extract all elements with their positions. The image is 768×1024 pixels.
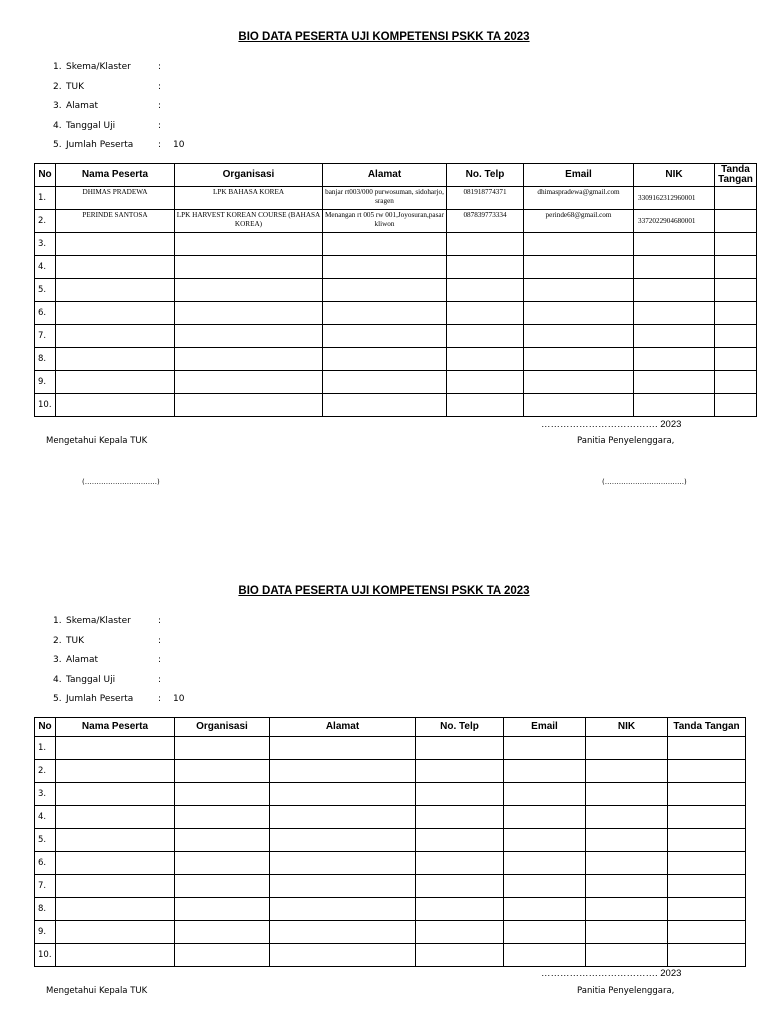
cell-email xyxy=(504,829,586,852)
cell-nik xyxy=(586,875,668,898)
header-no: No xyxy=(35,718,56,737)
header-tanda-tangan: Tanda Tangan xyxy=(715,164,757,187)
table-row xyxy=(35,783,746,806)
info-label: Skema/Klaster xyxy=(66,616,131,626)
participants-table xyxy=(34,717,746,967)
info-number: 4. xyxy=(53,674,62,685)
header-email: Email xyxy=(524,164,634,187)
info-colon: : xyxy=(158,655,162,665)
info-colon: : xyxy=(158,694,162,704)
cell-alamat xyxy=(270,806,416,829)
info-number: 5. xyxy=(53,694,62,704)
cell-no: 8. xyxy=(35,898,56,921)
cell-no-telp xyxy=(416,737,504,760)
table-header-row xyxy=(35,718,746,737)
signer-panitia: Panitia Penyelenggara, xyxy=(577,986,675,996)
cell-nama-peserta xyxy=(56,898,175,921)
cell-alamat: banjar rt003/000 purwosuman, sidoharjo, sragen xyxy=(323,187,447,210)
cell-nik xyxy=(586,829,668,852)
info-label: Jumlah Peserta xyxy=(66,140,134,150)
cell-nama-peserta xyxy=(56,875,175,898)
cell-no: 6. xyxy=(35,302,56,325)
table-row xyxy=(35,898,746,921)
signature-blank-left: (………………………….) xyxy=(82,478,160,486)
info-number: 4. xyxy=(53,120,62,131)
table-row xyxy=(35,737,746,760)
cell-no: 10. xyxy=(35,394,56,417)
info-label: Tanggal Uji xyxy=(66,120,116,131)
cell-nama-peserta xyxy=(56,944,175,967)
header-tanda-tangan: Tanda Tangan xyxy=(668,718,746,737)
cell-tanda-tangan xyxy=(668,829,746,852)
cell-no-telp xyxy=(416,760,504,783)
cell-tanda-tangan xyxy=(668,944,746,967)
cell-no-telp xyxy=(416,944,504,967)
cell-email xyxy=(504,806,586,829)
cell-alamat xyxy=(270,944,416,967)
cell-nama-peserta xyxy=(56,921,175,944)
info-label: TUK xyxy=(66,635,84,646)
cell-tanda-tangan xyxy=(668,783,746,806)
cell-tanda-tangan xyxy=(668,898,746,921)
cell-no: 5. xyxy=(35,279,56,302)
cell-nama-peserta xyxy=(56,737,175,760)
cell-nama-peserta xyxy=(56,806,175,829)
cell-nik xyxy=(586,783,668,806)
cell-tanda-tangan xyxy=(668,875,746,898)
cell-tanda-tangan xyxy=(668,921,746,944)
info-number: 2. xyxy=(53,81,62,92)
header-nama-peserta: Nama Peserta xyxy=(56,164,175,187)
cell-no: 5. xyxy=(35,829,56,852)
header-organisasi: Organisasi xyxy=(175,164,323,187)
header-alamat: Alamat xyxy=(323,164,447,187)
header-no-telp: No. Telp xyxy=(447,164,524,187)
signer-kepala-tuk: Mengetahui Kepala TUK xyxy=(46,436,148,446)
cell-nama-peserta xyxy=(56,783,175,806)
cell-email xyxy=(504,898,586,921)
header-no-telp: No. Telp xyxy=(416,718,504,737)
cell-no-telp xyxy=(416,806,504,829)
cell-no: 7. xyxy=(35,325,56,348)
cell-no: 6. xyxy=(35,852,56,875)
info-colon: : xyxy=(158,140,162,150)
cell-nik xyxy=(586,898,668,921)
cell-alamat xyxy=(270,829,416,852)
cell-no-telp xyxy=(416,852,504,875)
info-number: 1. xyxy=(53,62,62,72)
cell-nama-peserta: PERINDE SANTOSA xyxy=(56,210,175,233)
info-label: Skema/Klaster xyxy=(66,62,131,72)
info-label: TUK xyxy=(66,81,84,92)
form-title: BIO DATA PESERTA UJI KOMPETENSI PSKK TA 2023 xyxy=(238,31,530,43)
cell-alamat xyxy=(270,737,416,760)
info-number: 5. xyxy=(53,140,62,150)
cell-organisasi xyxy=(175,760,270,783)
cell-email xyxy=(504,737,586,760)
cell-tanda-tangan xyxy=(668,737,746,760)
header-no: No xyxy=(35,164,56,187)
signer-kepala-tuk: Mengetahui Kepala TUK xyxy=(46,986,148,996)
cell-organisasi xyxy=(175,806,270,829)
cell-nik xyxy=(586,944,668,967)
cell-organisasi: LPK HARVEST KOREAN COURSE (BAHASA KOREA) xyxy=(175,210,323,233)
cell-nama-peserta xyxy=(56,829,175,852)
cell-no: 9. xyxy=(35,921,56,944)
cell-tanda-tangan xyxy=(668,806,746,829)
header-email: Email xyxy=(504,718,586,737)
cell-no: 3. xyxy=(35,783,56,806)
cell-email xyxy=(504,760,586,783)
cell-no-telp xyxy=(416,829,504,852)
cell-no-telp xyxy=(416,783,504,806)
cell-no: 10. xyxy=(35,944,56,967)
cell-tanda-tangan xyxy=(668,760,746,783)
cell-nik: 3309162312960001 xyxy=(634,187,715,210)
cell-email: dhimaspradewa@gmail.com xyxy=(524,187,634,210)
header-alamat: Alamat xyxy=(270,718,416,737)
cell-no-telp: 087839773334 xyxy=(447,210,524,233)
cell-no-telp xyxy=(416,921,504,944)
cell-no: 8. xyxy=(35,348,56,371)
cell-email xyxy=(504,783,586,806)
cell-organisasi xyxy=(175,921,270,944)
info-colon: : xyxy=(158,674,162,685)
info-label: Jumlah Peserta xyxy=(66,694,134,704)
cell-alamat xyxy=(270,875,416,898)
cell-organisasi xyxy=(175,783,270,806)
cell-nik xyxy=(586,760,668,783)
table-row xyxy=(35,921,746,944)
info-colon: : xyxy=(158,616,162,626)
cell-nama-peserta xyxy=(56,852,175,875)
cell-no: 2. xyxy=(35,210,56,233)
info-label: Alamat xyxy=(66,101,98,111)
cell-organisasi xyxy=(175,852,270,875)
cell-nik xyxy=(586,852,668,875)
info-colon: : xyxy=(158,62,162,72)
header-nik: NIK xyxy=(634,164,715,187)
form-title: BIO DATA PESERTA UJI KOMPETENSI PSKK TA 2023 xyxy=(238,585,530,597)
cell-organisasi xyxy=(175,898,270,921)
table-row xyxy=(35,760,746,783)
signature-date-line: ………………………………. 2023 xyxy=(541,968,682,979)
signature-date-line: ………………………………. 2023 xyxy=(541,419,682,430)
cell-no-telp xyxy=(416,898,504,921)
table-row xyxy=(35,875,746,898)
table-row xyxy=(35,852,746,875)
table-row xyxy=(35,944,746,967)
cell-email: perinde68@gmail.com xyxy=(524,210,634,233)
cell-no-telp xyxy=(416,875,504,898)
cell-no: 4. xyxy=(35,806,56,829)
cell-email xyxy=(504,921,586,944)
cell-alamat xyxy=(270,898,416,921)
info-colon: : xyxy=(158,81,162,92)
cell-alamat xyxy=(270,852,416,875)
cell-no: 1. xyxy=(35,737,56,760)
table-row xyxy=(35,806,746,829)
header-nik: NIK xyxy=(586,718,668,737)
cell-no-telp: 081918774371 xyxy=(447,187,524,210)
cell-nik xyxy=(586,921,668,944)
cell-tanda-tangan xyxy=(668,852,746,875)
info-number: 3. xyxy=(53,655,62,665)
header-organisasi: Organisasi xyxy=(175,718,270,737)
signer-panitia: Panitia Penyelenggara, xyxy=(577,436,675,446)
cell-organisasi xyxy=(175,829,270,852)
cell-organisasi xyxy=(175,737,270,760)
cell-alamat xyxy=(270,783,416,806)
cell-no: 9. xyxy=(35,371,56,394)
cell-no: 2. xyxy=(35,760,56,783)
cell-nama-peserta xyxy=(56,760,175,783)
cell-organisasi: LPK BAHASA KOREA xyxy=(175,187,323,210)
info-label: Tanggal Uji xyxy=(66,674,116,685)
cell-alamat xyxy=(270,760,416,783)
cell-nik xyxy=(586,806,668,829)
info-number: 3. xyxy=(53,101,62,111)
info-value: 10 xyxy=(173,140,185,150)
signature-blank-right: (…………………………….) xyxy=(602,478,687,486)
table-row xyxy=(35,829,746,852)
info-colon: : xyxy=(158,120,162,131)
cell-email xyxy=(504,852,586,875)
cell-no: 7. xyxy=(35,875,56,898)
cell-organisasi xyxy=(175,875,270,898)
info-value: 10 xyxy=(173,694,185,704)
cell-organisasi xyxy=(175,944,270,967)
info-colon: : xyxy=(158,101,162,111)
cell-alamat: Menangan rt 005 rw 001,Joyosuran,pasar kliwon xyxy=(323,210,447,233)
cell-email xyxy=(504,944,586,967)
cell-no: 4. xyxy=(35,256,56,279)
cell-nama-peserta: DHIMAS PRADEWA xyxy=(56,187,175,210)
info-number: 2. xyxy=(53,635,62,646)
cell-nik xyxy=(586,737,668,760)
header-nama-peserta: Nama Peserta xyxy=(56,718,175,737)
cell-alamat xyxy=(270,921,416,944)
cell-email xyxy=(504,875,586,898)
info-number: 1. xyxy=(53,616,62,626)
cell-no: 1. xyxy=(35,187,56,210)
cell-no: 3. xyxy=(35,233,56,256)
cell-nik: 3372022904680001 xyxy=(634,210,715,233)
info-colon: : xyxy=(158,635,162,646)
info-label: Alamat xyxy=(66,655,98,665)
